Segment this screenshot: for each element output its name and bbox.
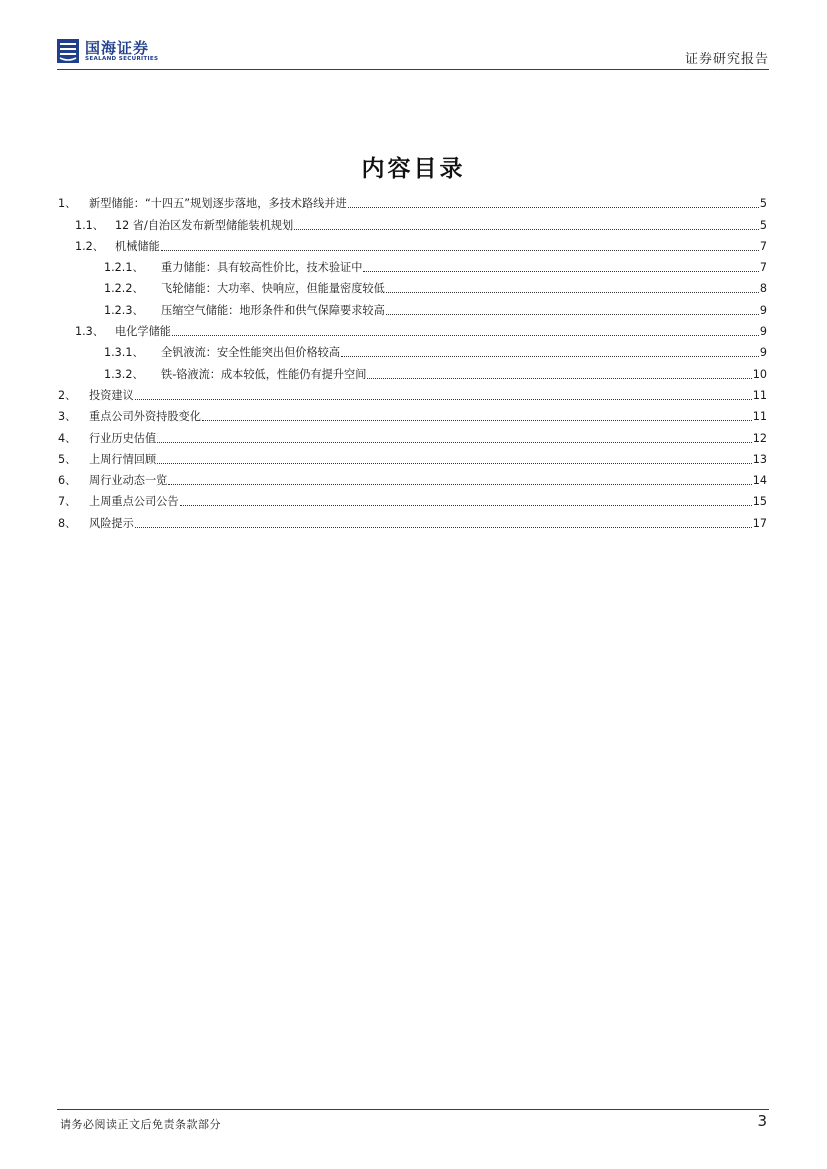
toc-dot-leader xyxy=(172,335,759,336)
toc-entry-number: 8、 xyxy=(58,516,77,530)
toc-entry[interactable] xyxy=(58,211,767,232)
toc-entry-title: 电化学储能 xyxy=(115,325,171,339)
toc-entry-number: 4、 xyxy=(58,431,77,445)
toc-dot-leader xyxy=(135,527,752,528)
toc-entry-title: 重力储能：具有较高性价比，技术验证中 xyxy=(161,261,363,275)
document-type-label: 证券研究报告 xyxy=(684,52,769,67)
toc-entry-page: 7 xyxy=(759,261,767,275)
toc-entry[interactable] xyxy=(58,296,767,317)
toc-entry[interactable] xyxy=(58,339,767,360)
toc-dot-leader xyxy=(180,505,752,506)
toc-dot-leader xyxy=(386,292,759,293)
toc-entry-title: 飞轮储能：大功率、快响应，但能量密度较低 xyxy=(161,282,385,296)
toc-entry-title: 铁-铬液流：成本较低，性能仍有提升空间 xyxy=(161,367,367,381)
toc-entry-number: 1、 xyxy=(58,197,77,211)
toc-entry-title: 全钒液流：安全性能突出但价格较高 xyxy=(161,346,341,360)
toc-entry-page: 9 xyxy=(759,303,767,317)
toc-entry-title: 压缩空气储能：地形条件和供气保障要求较高 xyxy=(161,303,385,317)
toc-entry-page: 14 xyxy=(752,474,767,488)
toc-entry-page: 11 xyxy=(752,388,767,402)
footer-disclaimer: 请务必阅读正文后免责条款部分 xyxy=(60,1118,221,1131)
toc-entry-page: 10 xyxy=(752,367,767,381)
toc-dot-leader xyxy=(386,314,759,315)
toc-entry-page: 8 xyxy=(759,282,767,296)
toc-entry[interactable] xyxy=(58,318,767,339)
toc-entry-title: 机械储能 xyxy=(115,239,160,253)
toc-dot-leader xyxy=(294,229,759,230)
header-divider xyxy=(57,69,769,70)
toc-dot-leader xyxy=(161,250,759,251)
toc-dot-leader xyxy=(157,463,752,464)
toc-entry-page: 9 xyxy=(759,346,767,360)
toc-dot-leader xyxy=(367,378,751,379)
toc-entry-number: 7、 xyxy=(58,495,77,509)
toc-entry[interactable] xyxy=(58,467,767,488)
toc-entry[interactable] xyxy=(58,446,767,467)
toc-entry-number: 1.2、 xyxy=(75,239,104,253)
toc-entry-page: 12 xyxy=(752,431,767,445)
toc-entry[interactable] xyxy=(58,360,767,381)
toc-entry-number: 1.3、 xyxy=(75,325,104,339)
toc-entry-page: 15 xyxy=(752,495,767,509)
toc-entry-page: 11 xyxy=(752,410,767,424)
toc-entry-page: 5 xyxy=(759,197,767,211)
toc-entry-number: 1.3.2、 xyxy=(104,367,144,381)
page-number: 3 xyxy=(757,1112,767,1130)
toc-entry-page: 7 xyxy=(759,239,767,253)
toc-entry[interactable] xyxy=(58,382,767,403)
toc-entry[interactable] xyxy=(58,424,767,445)
toc-dot-leader xyxy=(363,271,758,272)
toc-entry-title: 上周重点公司公告 xyxy=(89,495,179,509)
toc-entry[interactable] xyxy=(58,488,767,509)
toc-entry-number: 6、 xyxy=(58,474,77,488)
toc-entry[interactable] xyxy=(58,275,767,296)
table-of-contents xyxy=(58,190,767,531)
logo-english-name: SEALAND SECURITIES xyxy=(85,55,159,62)
toc-dot-leader xyxy=(202,420,752,421)
toc-dot-leader xyxy=(348,207,759,208)
footer-divider xyxy=(57,1109,769,1110)
toc-entry-title: 风险提示 xyxy=(89,516,134,530)
toc-entry[interactable] xyxy=(58,233,767,254)
toc-dot-leader xyxy=(168,484,751,485)
toc-entry-number: 1.1、 xyxy=(75,218,104,232)
toc-entry-title: 上周行情回顾 xyxy=(89,452,157,466)
toc-entry-number: 2、 xyxy=(58,388,77,402)
toc-entry-number: 1.2.2、 xyxy=(104,282,144,296)
toc-entry[interactable] xyxy=(58,190,767,211)
toc-dot-leader xyxy=(157,442,752,443)
logo-chinese-name: 国海证券 xyxy=(85,38,150,57)
toc-entry-number: 5、 xyxy=(58,452,77,466)
toc-entry[interactable] xyxy=(58,509,767,530)
toc-entry-title: 12 省/自治区发布新型储能装机规划 xyxy=(115,218,294,232)
toc-entry[interactable] xyxy=(58,403,767,424)
toc-entry-title: 投资建议 xyxy=(89,388,134,402)
toc-entry-page: 17 xyxy=(752,516,767,530)
toc-dot-leader xyxy=(135,399,752,400)
toc-entry-title: 重点公司外资持股变化 xyxy=(89,410,201,424)
toc-entry-page: 5 xyxy=(759,218,767,232)
toc-entry-title: 周行业动态一览 xyxy=(89,474,168,488)
sealand-logo-icon xyxy=(57,39,79,63)
toc-entry-page: 13 xyxy=(752,452,767,466)
toc-entry-title: 行业历史估值 xyxy=(89,431,157,445)
toc-entry-number: 1.2.1、 xyxy=(104,261,144,275)
toc-entry-page: 9 xyxy=(759,325,767,339)
toc-entry-number: 1.2.3、 xyxy=(104,303,144,317)
toc-dot-leader xyxy=(341,356,759,357)
toc-title: 内容目录 xyxy=(361,156,466,182)
toc-entry-number: 1.3.1、 xyxy=(104,346,144,360)
toc-entry[interactable] xyxy=(58,254,767,275)
toc-entry-title: 新型储能：“十四五”规划逐步落地，多技术路线并进 xyxy=(89,197,347,211)
toc-entry-number: 3、 xyxy=(58,410,77,424)
company-logo xyxy=(57,38,158,64)
